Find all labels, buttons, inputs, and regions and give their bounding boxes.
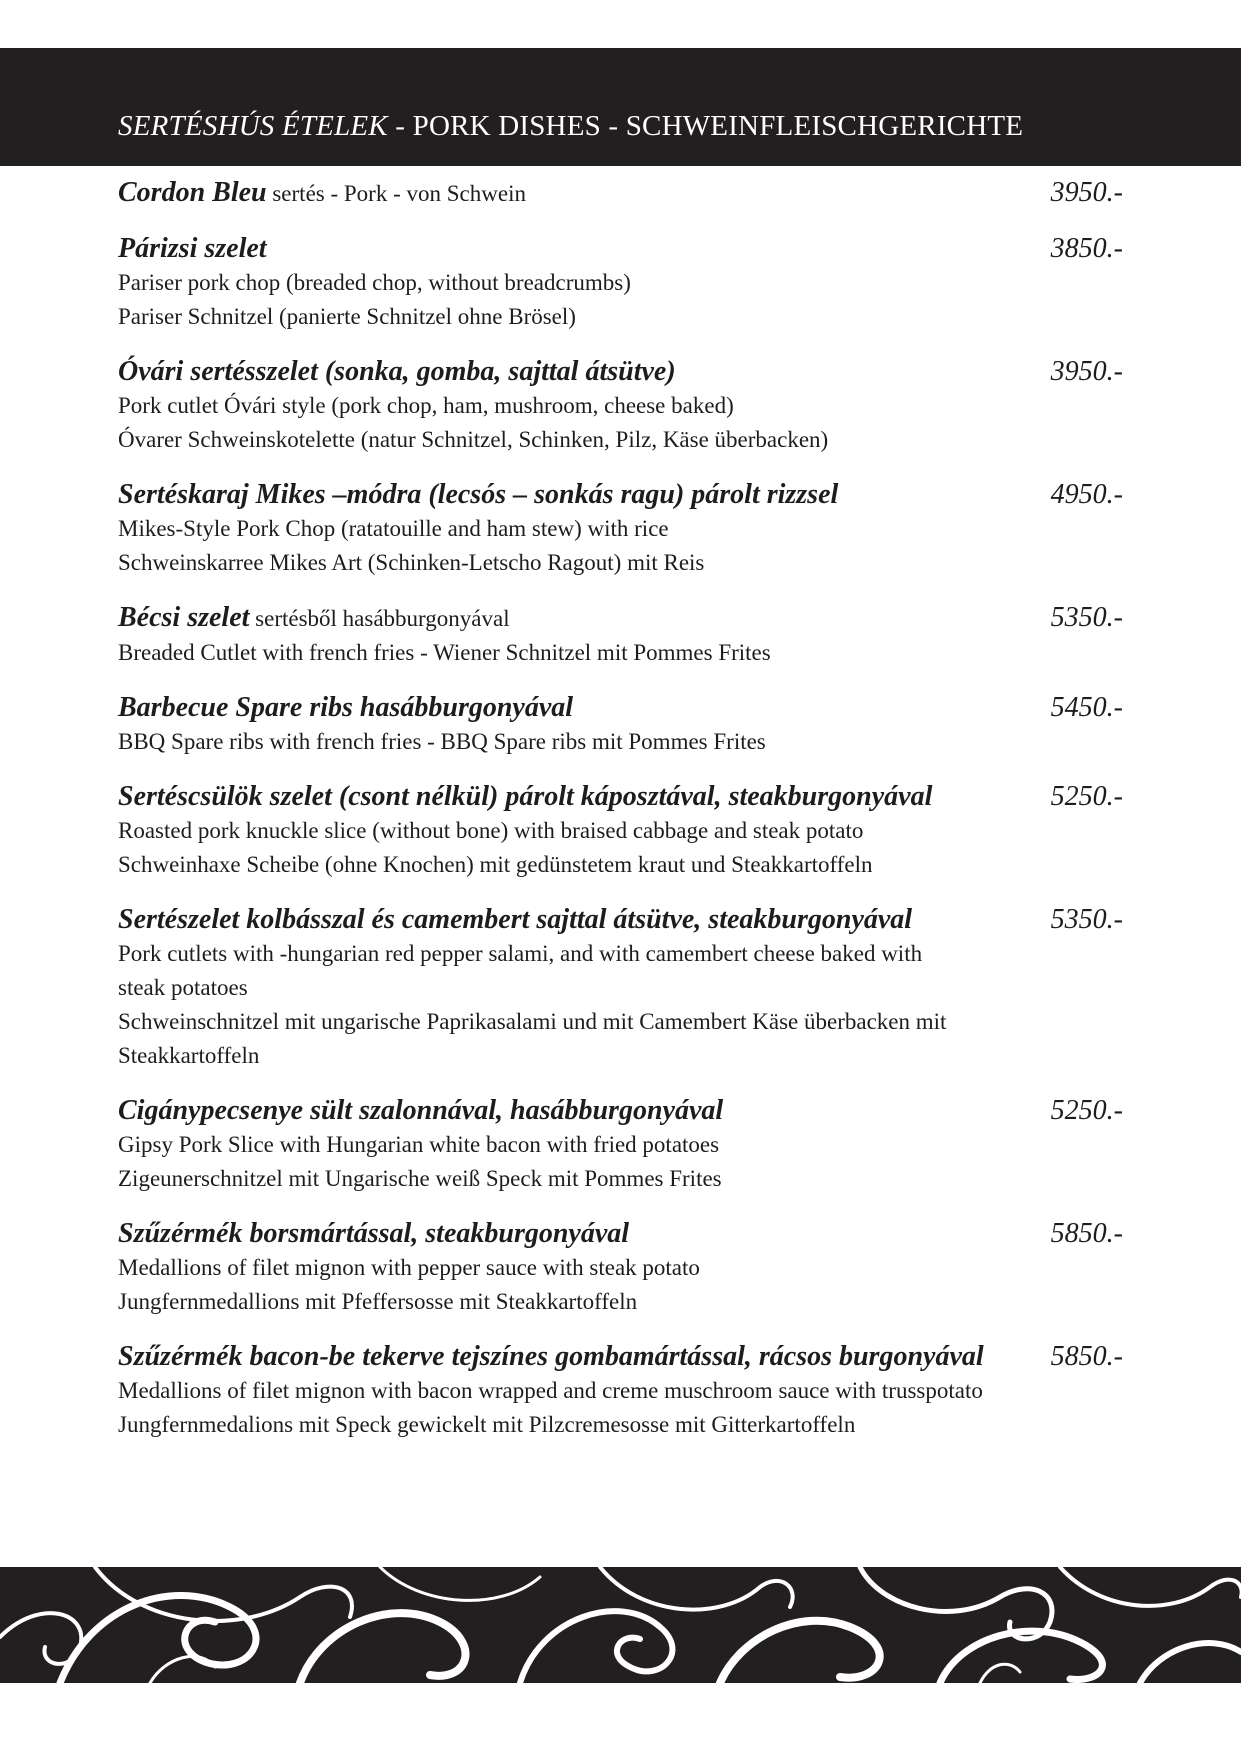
header-band xyxy=(0,48,1241,166)
dish-description: Steakkartoffeln xyxy=(118,1043,260,1068)
dish-price: 5850.- xyxy=(1050,1341,1123,1372)
menu-item-heading xyxy=(118,176,1123,211)
dish-price: 5350.- xyxy=(1050,904,1123,935)
dish-price: 5350.- xyxy=(1050,602,1123,633)
dish-description: Roasted pork knuckle slice (without bone) with braised cabbage and steak potato xyxy=(118,818,864,843)
menu-item-heading xyxy=(118,355,1123,389)
dish-name: Cigánypecsenye sült szalonnával, hasábburgonyával xyxy=(118,1095,724,1126)
dish-description: Medallions of filet mignon with bacon wrapped and creme muschroom sauce with trusspotato xyxy=(118,1378,983,1403)
dish-description: Pork cutlet Óvári style (pork chop, ham, mushroom, cheese baked) xyxy=(118,393,734,418)
dish-name: Szűzérmék borsmártással, steakburgonyával xyxy=(118,1218,630,1249)
menu-list xyxy=(118,176,1123,1463)
dish-description: BBQ Spare ribs with french fries - BBQ Spare ribs mit Pommes Frites xyxy=(118,729,766,754)
dish-price: 4950.- xyxy=(1050,479,1123,510)
dish-price: 5850.- xyxy=(1050,1218,1123,1249)
menu-item-heading xyxy=(118,1094,1123,1128)
dish-description: Schweinhaxe Scheibe (ohne Knochen) mit gedünstetem kraut und Steakkartoffeln xyxy=(118,852,873,877)
menu-item xyxy=(118,232,1123,334)
menu-item-heading xyxy=(118,478,1123,512)
menu-item xyxy=(118,691,1123,759)
menu-item-heading xyxy=(118,1217,1123,1251)
dish-name: Cordon Bleu xyxy=(118,177,267,208)
dish-name: Párizsi szelet xyxy=(118,233,267,264)
menu-item-heading xyxy=(118,601,1123,636)
swirl-ornament-icon xyxy=(0,1567,1241,1683)
menu-item xyxy=(118,176,1123,211)
dish-price: 3950.- xyxy=(1050,356,1123,387)
footer-band xyxy=(0,1567,1241,1683)
menu-item xyxy=(118,355,1123,457)
dish-price: 5250.- xyxy=(1050,1095,1123,1126)
dish-description: Schweinschnitzel mit ungarische Paprikasalami und mit Camembert Käse überbacken mit xyxy=(118,1009,947,1034)
dish-description: Pork cutlets with -hungarian red pepper salami, and with camembert cheese baked with xyxy=(118,941,923,966)
dish-name: Sertészelet kolbásszal és camembert sajttal átsütve, steakburgonyával xyxy=(118,904,913,935)
dish-name: Óvári sertésszelet (sonka, gomba, sajttal átsütve) xyxy=(118,356,676,387)
dish-description: Breaded Cutlet with french fries - Wiener Schnitzel mit Pommes Frites xyxy=(118,640,771,665)
dish-description: Mikes-Style Pork Chop (ratatouille and ham stew) with rice xyxy=(118,516,669,541)
dish-price: 3850.- xyxy=(1050,233,1123,264)
dish-description: steak potatoes xyxy=(118,975,248,1000)
dish-name: Bécsi szelet xyxy=(118,602,250,633)
dish-name: Sertéscsülök szelet (csont nélkül) párolt káposztával, steakburgonyával xyxy=(118,781,933,812)
page-title xyxy=(118,110,1023,143)
dish-description: Zigeunerschnitzel mit Ungarische weiß Speck mit Pommes Frites xyxy=(118,1166,722,1191)
dish-price: 5450.- xyxy=(1050,692,1123,723)
dish-name: Szűzérmék bacon-be tekerve tejszínes gombamártással, rácsos burgonyával xyxy=(118,1341,984,1372)
menu-item xyxy=(118,1217,1123,1319)
menu-item xyxy=(118,1094,1123,1196)
menu-item xyxy=(118,478,1123,580)
dish-name: Barbecue Spare ribs hasábburgonyával xyxy=(118,692,574,723)
menu-item-heading xyxy=(118,232,1123,266)
dish-price: 5250.- xyxy=(1050,781,1123,812)
dish-name: Sertéskaraj Mikes –módra (lecsós – sonkás ragu) párolt rizzsel xyxy=(118,479,839,510)
menu-item xyxy=(118,903,1123,1073)
dish-name-suffix: sertés - Pork - von Schwein xyxy=(266,181,526,206)
dish-description: Medallions of filet mignon with pepper sauce with steak potato xyxy=(118,1255,700,1280)
menu-item-heading xyxy=(118,1340,1123,1374)
dish-description: Pariser Schnitzel (panierte Schnitzel ohne Brösel) xyxy=(118,304,576,329)
menu-item-heading xyxy=(118,691,1123,725)
menu-item xyxy=(118,780,1123,882)
dish-description: Schweinskarree Mikes Art (Schinken-Letscho Ragout) mit Reis xyxy=(118,550,705,575)
dish-description: Óvarer Schweinskotelette (natur Schnitzel, Schinken, Pilz, Käse überbacken) xyxy=(118,427,829,452)
menu-item xyxy=(118,1340,1123,1442)
dish-description: Jungfernmedallions mit Pfeffersosse mit Steakkartoffeln xyxy=(118,1289,638,1314)
menu-item-heading xyxy=(118,903,1123,937)
title-translations: - PORK DISHES - SCHWEINFLEISCHGERICHTE xyxy=(387,110,1024,142)
menu-item-heading xyxy=(118,780,1123,814)
dish-price: 3950.- xyxy=(1050,177,1123,208)
dish-description: Jungfernmedalions mit Speck gewickelt mit Pilzcremesosse mit Gitterkartoffeln xyxy=(118,1412,856,1437)
title-hungarian: SERTÉSHÚS ÉTELEK xyxy=(118,110,388,142)
dish-name-suffix: sertésből hasábburgonyával xyxy=(249,606,510,631)
dish-description: Pariser pork chop (breaded chop, without breadcrumbs) xyxy=(118,270,631,295)
dish-description: Gipsy Pork Slice with Hungarian white bacon with fried potatoes xyxy=(118,1132,720,1157)
menu-item xyxy=(118,601,1123,670)
